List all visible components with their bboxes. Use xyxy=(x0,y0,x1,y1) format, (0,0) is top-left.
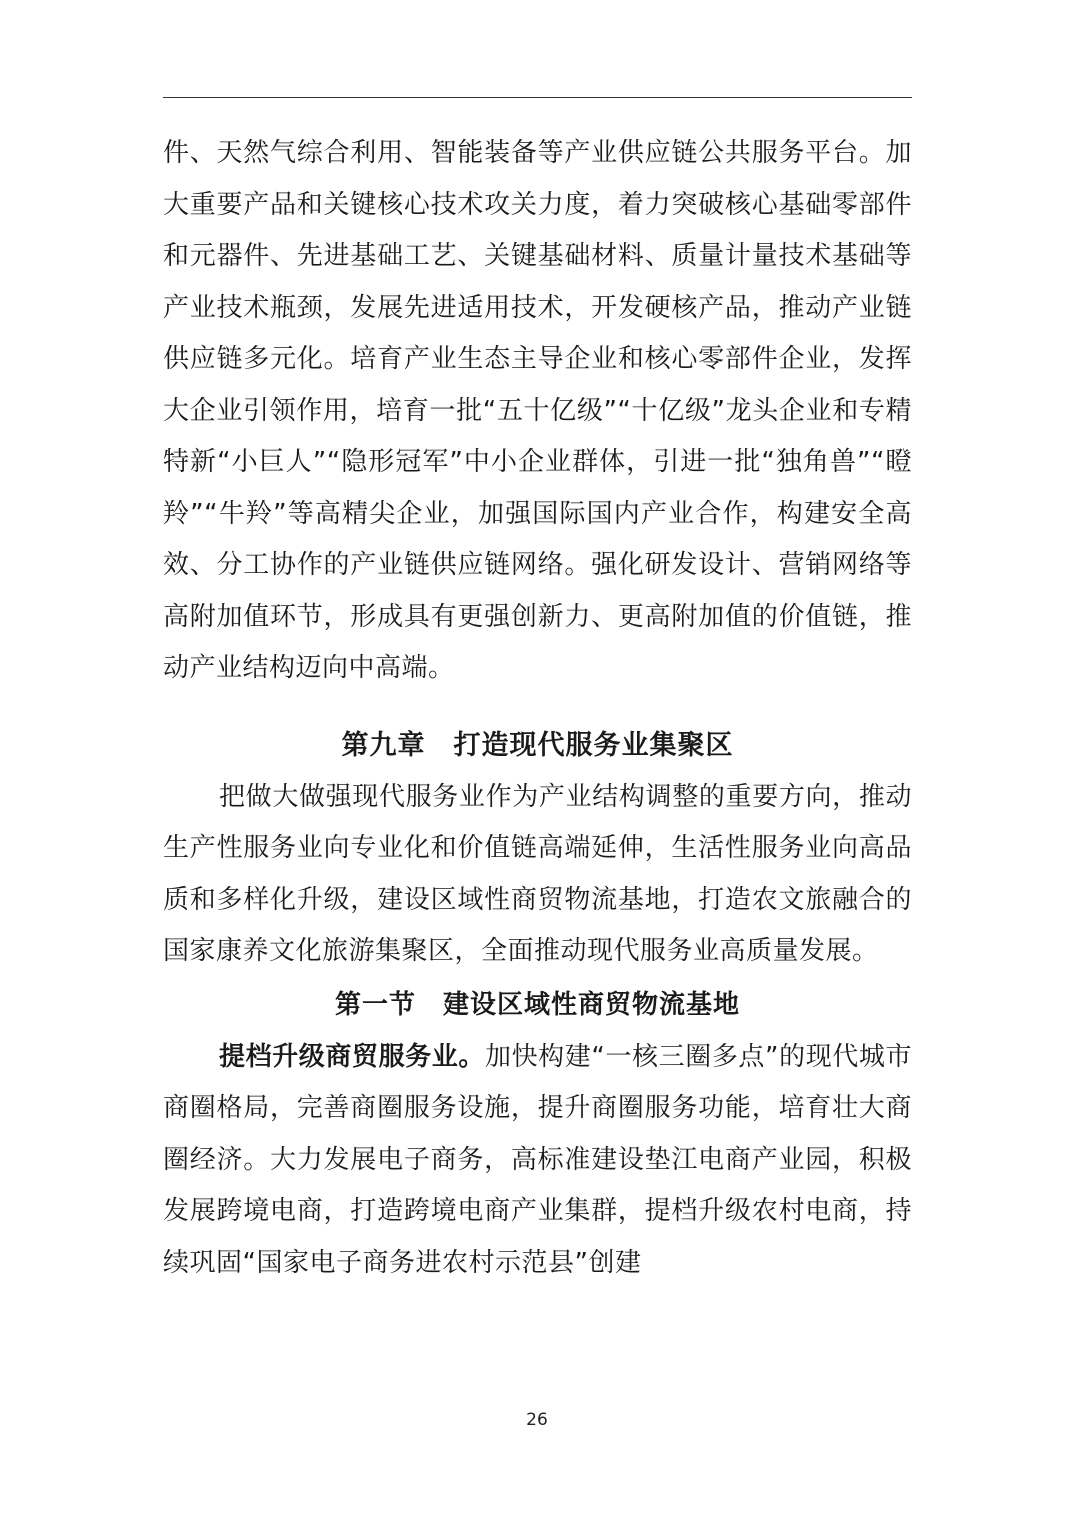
paragraph-body: 加快构建“一核三圈多点”的现代城市商圈格局，完善商圈服务设施，提升商圈服务功能，培育壮大商圈经济。大力发展电子商务，高标准建设垫江电商产业园，积极发展跨境电商，打造跨境电商产业集群，提档升级农村电商，持续巩固“国家电子商务进农村示范县”创建 xyxy=(163,1041,912,1278)
paragraph-lead: 提档升级商贸服务业。 xyxy=(219,1041,485,1072)
paragraph-continued: 件、天然气综合利用、智能装备等产业供应链公共服务平台。加大重要产品和关键核心技术攻关力度，着力突破核心基础零部件和元器件、先进基础工艺、关键基础材料、质量计量技术基础等产业技术瓶颈，发展先进适用技术，开发硬核产品，推动产业链供应链多元化。培育产业生态主导企业和核心零部件企业，发挥大企业引领作用，培育一批“五十亿级”“十亿级”龙头企业和专精特新“小巨人”“隐形冠军”中小企业群体，引进一批“独角兽”“瞪羚”“牛羚”等高精尖企业，加强国际国内产业合作，构建安全高效、分工协作的产业链供应链网络。强化研发设计、营销网络等高附加值环节，形成具有更强创新力、更高附加值的价值链，推动产业结构迈向中高端。 xyxy=(163,138,912,683)
paragraph-commerce xyxy=(163,1032,912,1290)
chapter-title: 第九章 打造现代服务业集聚区 xyxy=(341,729,734,761)
header-rule xyxy=(163,97,912,98)
paragraph-chapter-intro: 把做大做强现代服务业作为产业结构调整的重要方向，推动生产性服务业向专业化和价值链高端延伸，生活性服务业向高品质和多样化升级，建设区域性商贸物流基地，打造农文旅融合的国家康养文化旅游集聚区，全面推动现代服务业高质量发展。 xyxy=(163,781,912,966)
page-number: 26 xyxy=(526,1410,548,1430)
document-body xyxy=(163,128,912,1289)
section-title: 第一节 建设区域性商贸物流基地 xyxy=(334,989,740,1020)
